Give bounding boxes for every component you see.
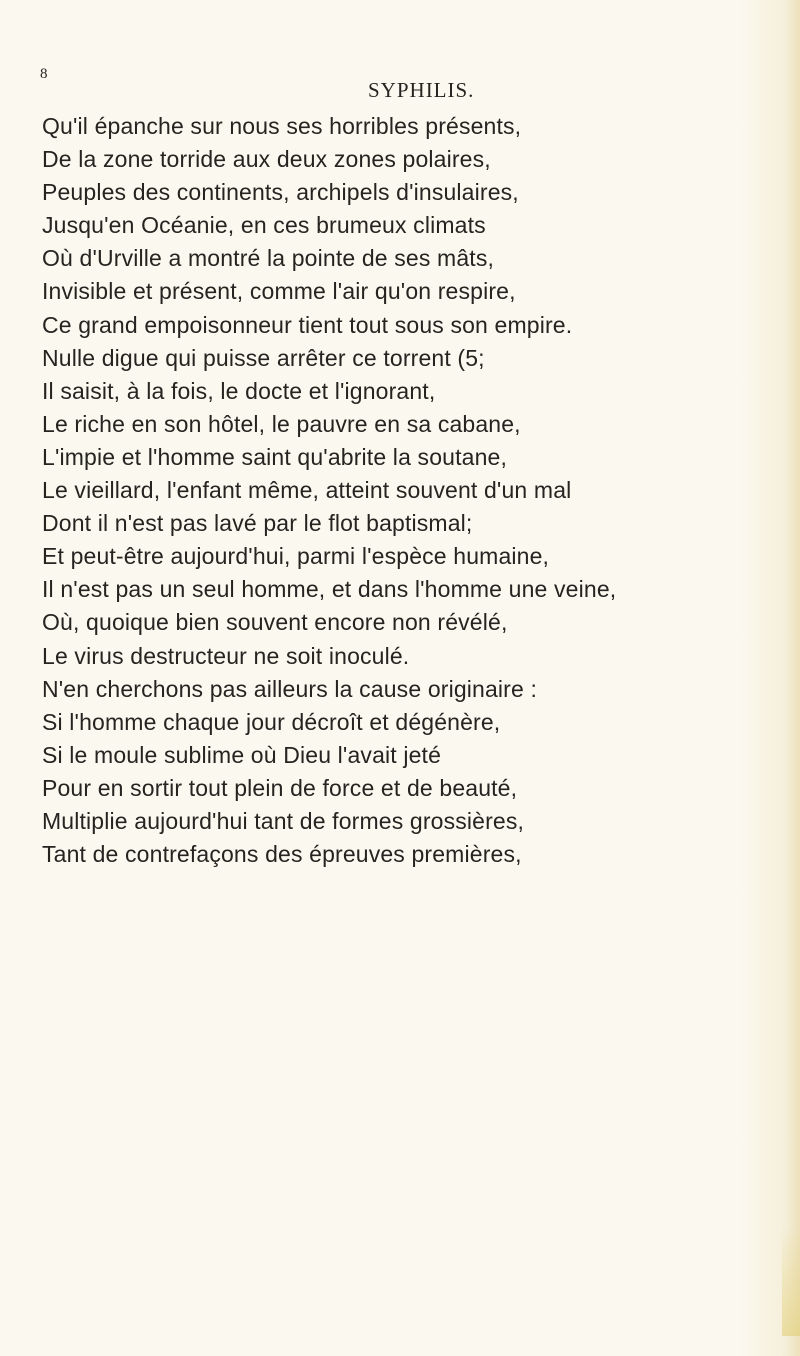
poem-line: Peuples des continents, archipels d'insulaires, [42,179,519,206]
poem-line: Pour en sortir tout plein de force et de beauté, [42,774,518,801]
poem-line: Il saisit, à la fois, le docte et l'ignorant, [42,377,436,404]
poem-line: Le virus destructeur ne soit inoculé. [42,642,410,669]
poem-line: L'impie et l'homme saint qu'abrite la soutane, [42,443,507,470]
poem-line: Ce grand empoisonneur tient tout sous son empire. [42,311,573,338]
poem-line: Tant de contrefaçons des épreuves premières, [42,841,522,868]
poem-line: Si le moule sublime où Dieu l'avait jeté [42,741,442,768]
poem-line: Où d'Urville a montré la pointe de ses mâts, [42,245,495,272]
poem-line: Il n'est pas un seul homme, et dans l'homme une veine, [42,576,617,603]
poem-line: Qu'il épanche sur nous ses horribles présents, [42,113,522,139]
poem-line: Si l'homme chaque jour décroît et dégénère, [42,708,501,735]
poem-line: Dont il n'est pas lavé par le flot baptismal; [42,510,473,537]
poem-line: Jusqu'en Océanie, en ces brumeux climats [42,212,486,239]
poem-line: N'en cherchons pas ailleurs la cause originaire : [42,675,537,702]
page-number: 8 [40,66,48,82]
poem-line: Et peut-être aujourd'hui, parmi l'espèce humaine, [42,543,550,570]
poem-line: Multiplie aujourd'hui tant de formes grossières, [42,807,525,834]
poem-line: Le riche en son hôtel, le pauvre en sa cabane, [42,410,521,437]
poem-line: Nulle digue qui puisse arrêter ce torrent (5; [42,344,485,371]
page-corner-stain [782,1226,800,1336]
poem-line: Où, quoique bien souvent encore non révélé, [42,609,508,636]
running-head: SYPHILIS. [368,78,475,102]
poem-line: Le vieillard, l'enfant même, atteint souvent d'un mal [42,477,572,504]
poem-line: De la zone torride aux deux zones polaires, [42,146,491,173]
poem-text [42,110,797,871]
poem-line: Invisible et présent, comme l'air qu'on respire, [42,278,516,305]
